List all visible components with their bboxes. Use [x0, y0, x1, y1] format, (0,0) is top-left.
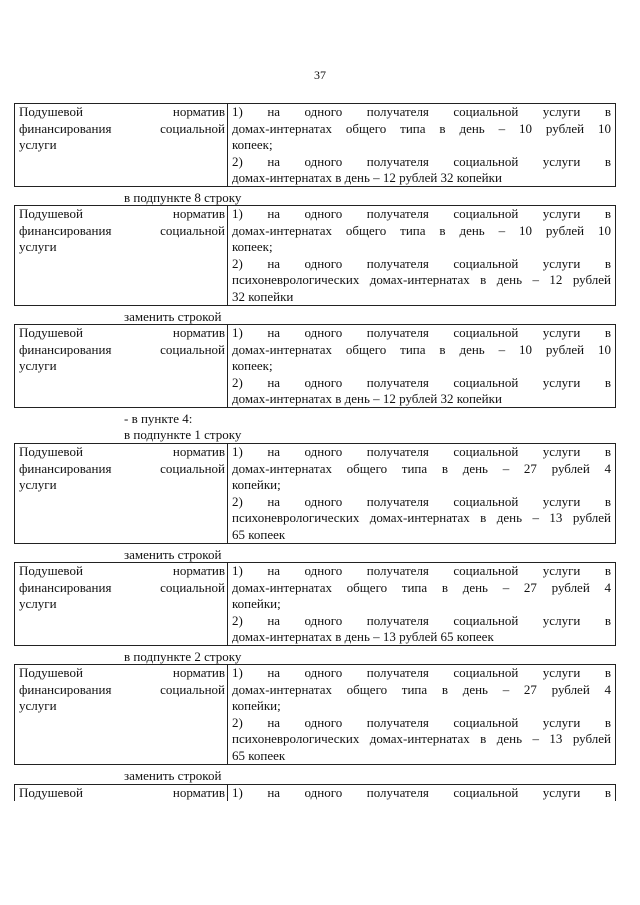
cell-text-line: финансирования социальной [19, 222, 225, 238]
cell-text-line: домах-интернатах общего типа в день – 10 рублей 10 [232, 341, 611, 357]
cell-text-line: 2) на одного получателя социальной услуги в [232, 493, 611, 509]
cell-text-line: Подушевой норматив [19, 104, 225, 119]
cell-text-line: 1) на одного получателя социальной услуги в [232, 206, 611, 221]
value-cell [228, 563, 615, 645]
cell-text-line: домах-интернатах общего типа в день – 27 рублей 4 [232, 579, 611, 595]
table-row [14, 562, 616, 646]
cell-text-line: 1) на одного получателя социальной услуги в [232, 444, 611, 459]
cell-text-line: домах-интернатах в день – 13 рублей 65 копеек [232, 629, 494, 644]
value-cell [228, 206, 615, 305]
cell-text-line: 65 копеек [232, 526, 286, 542]
cell-text-line: услуги [19, 137, 57, 152]
cell-text-line: 65 копеек [232, 747, 286, 763]
amendment-note: в подпункте 2 строку [124, 649, 242, 664]
value-cell [228, 785, 615, 801]
amendment-note: заменить строкой [124, 768, 222, 783]
cell-text-line: психоневрологических домах-интернатах в день – 13 рублей [232, 731, 611, 746]
amendment-note: заменить строкой [124, 547, 222, 562]
cell-text-line: финансирования социальной [19, 341, 225, 357]
criterion-cell [15, 665, 228, 764]
amendment-note: в подпункте 8 строку [124, 190, 242, 205]
table-row [14, 205, 616, 306]
cell-text-line: Подушевой норматив [19, 325, 225, 340]
page-number: 37 [314, 68, 326, 82]
cell-text-line: 2) на одного получателя социальной услуги в [232, 255, 611, 271]
cell-text-line: 1) на одного получателя социальной услуги в [232, 104, 611, 119]
cell-text-line: копеек; [232, 137, 273, 152]
amendment-note: в подпункте 1 строку [124, 427, 242, 442]
cell-text-line: копеек; [232, 239, 273, 254]
table-row [14, 324, 616, 408]
cell-text-line: домах-интернатах в день – 12 рублей 32 копейки [232, 391, 502, 406]
table-row [14, 443, 616, 544]
cell-text-line: копейки; [232, 477, 281, 492]
cell-text-line: домах-интернатах общего типа в день – 27 рублей 4 [232, 460, 611, 476]
criterion-cell [15, 785, 228, 801]
cell-text-line: услуги [19, 477, 57, 492]
cell-text-line: 1) на одного получателя социальной услуги в [232, 665, 611, 680]
cell-text-line: 2) на одного получателя социальной услуги в [232, 374, 611, 390]
cell-text-line: Подушевой норматив [19, 785, 225, 800]
cell-text-line: психоневрологических домах-интернатах в день – 12 рублей [232, 272, 611, 287]
cell-text-line: домах-интернатах общего типа в день – 10 рублей 10 [232, 222, 611, 238]
cell-text-line: копейки; [232, 698, 281, 713]
cell-text-line: 2) на одного получателя социальной услуги в [232, 714, 611, 730]
cell-text-line: копеек; [232, 358, 273, 373]
cell-text-line: финансирования социальной [19, 460, 225, 476]
criterion-cell [15, 325, 228, 407]
amendment-note: - в пункте 4: [124, 411, 193, 426]
cell-text-line: услуги [19, 596, 57, 611]
cell-text-line: услуги [19, 239, 57, 254]
cell-text-line: 1) на одного получателя социальной услуги в [232, 325, 611, 340]
cell-text-line: 2) на одного получателя социальной услуги в [232, 612, 611, 628]
cell-text-line: услуги [19, 358, 57, 373]
cell-text-line: копейки; [232, 596, 281, 611]
value-cell [228, 325, 615, 407]
cell-text-line: финансирования социальной [19, 579, 225, 595]
table-row [14, 664, 616, 765]
cell-text-line: домах-интернатах общего типа в день – 27 рублей 4 [232, 681, 611, 697]
cell-text-line: Подушевой норматив [19, 665, 225, 680]
value-cell [228, 665, 615, 764]
cell-text-line: услуги [19, 698, 57, 713]
cell-text-line: финансирования социальной [19, 120, 225, 136]
cell-text-line: Подушевой норматив [19, 563, 225, 578]
value-cell [228, 104, 615, 186]
criterion-cell [15, 206, 228, 305]
cell-text-line: домах-интернатах общего типа в день – 10 рублей 10 [232, 120, 611, 136]
cell-text-line: психоневрологических домах-интернатах в день – 13 рублей [232, 510, 611, 525]
criterion-cell [15, 563, 228, 645]
table-row [14, 784, 616, 801]
amendment-note: заменить строкой [124, 309, 222, 324]
cell-text-line: 32 копейки [232, 288, 294, 304]
table-row [14, 103, 616, 187]
value-cell [228, 444, 615, 543]
cell-text-line: финансирования социальной [19, 681, 225, 697]
criterion-cell [15, 104, 228, 186]
criterion-cell [15, 444, 228, 543]
cell-text-line: Подушевой норматив [19, 444, 225, 459]
cell-text-line: домах-интернатах в день – 12 рублей 32 копейки [232, 170, 502, 185]
cell-text-line: 1) на одного получателя социальной услуги в [232, 563, 611, 578]
cell-text-line: 1) на одного получателя социальной услуги в [232, 785, 611, 800]
cell-text-line: Подушевой норматив [19, 206, 225, 221]
cell-text-line: 2) на одного получателя социальной услуги в [232, 153, 611, 169]
